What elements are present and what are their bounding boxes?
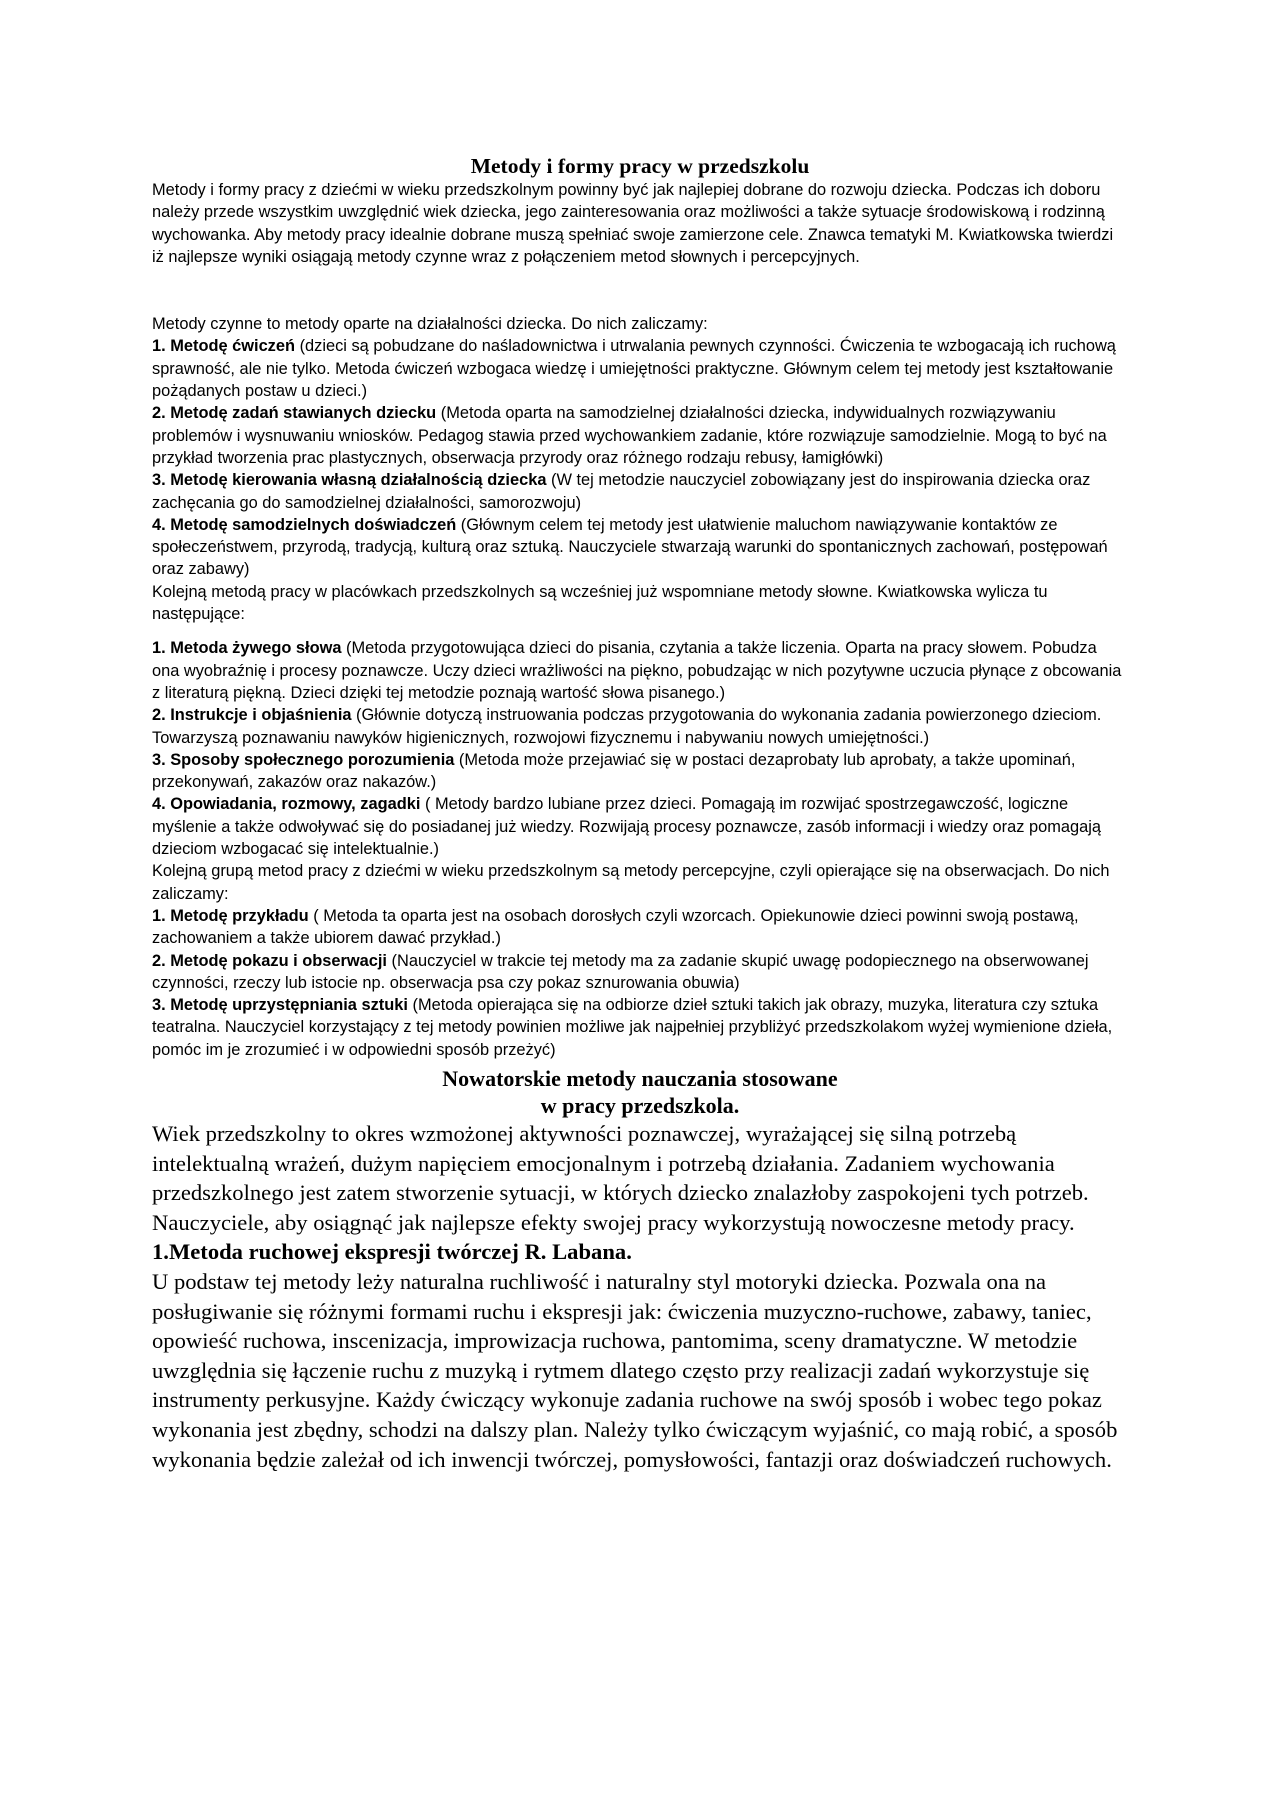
list-item-heading: 1. Metoda żywego słowa <box>152 639 342 658</box>
list-item <box>152 402 1128 469</box>
list-item-heading: 4. Opowiadania, rozmowy, zagadki <box>152 795 421 814</box>
section-title-line1: Nowatorskie metody nauczania stosowane <box>442 1065 838 1091</box>
section-paragraph: Wiek przedszkolny to okres wzmożonej aktywności poznawczej, wyrażającej się silną potrzebą intelektualną wrażeń, dużym napięciem emocjonalnym i potrzebą działania. Zadaniem wychowania przedszkolnego jest zatem stworzenie sytuacji, w których dziecko znalazłoby zaspokojeni tych potrzeb. Nauczyciele, aby osiągnąć jak najlepsze efekty swojej pracy wykorzystują nowoczesne metody pracy. <box>152 1120 1089 1235</box>
list-item <box>152 793 1128 860</box>
active-methods-lead: Metody czynne to metody oparte na działalności dziecka. Do nich zaliczamy: <box>152 315 708 334</box>
list-item-text: (Metoda przygotowująca dzieci do pisania, czytania a także liczenia. Oparta na pracy słowem. Pobudza ona wyobraźnię i procesy poznawcze. Uczy dzieci wrażliwości na piękno, pobudzając w nich pozytywne uczucia płynące z obcowania z literaturą piękną. Dzieci dzięki tej metodzie poznają wartość słowa pisanego.) <box>152 639 1122 702</box>
method-heading: 1.Metoda ruchowej ekspresji twórczej R. Labana. <box>152 1239 632 1265</box>
list-item <box>152 637 1128 704</box>
list-item-heading: 1. Metodę ćwiczeń <box>152 337 296 356</box>
list-item <box>152 994 1128 1061</box>
list-item-text: (Głównie dotyczą instruowania podczas przygotowania do wykonania zadania powierzonego dzieciom. Towarzyszą poznawaniu nawyków higienicznych, rozwojowi fizycznemu i nabywaniu nowych umiejętności.) <box>152 706 1102 747</box>
list-item-heading: 2. Metodę pokazu i obserwacji <box>152 951 387 970</box>
list-item-text: (Metoda opierająca się na odbiorze dzieł sztuki takich jak obrazy, muzyka, literatura czy sztuka teatralna. Nauczyciel korzystający z tej metody powinien możliwe jak najpełniej przybliżyć przedszkolakom wyżej wymienione dzieła, pomóc im je zrozumieć i w odpowiedni sposób przeżyć) <box>152 996 1113 1059</box>
spacer <box>152 268 1128 313</box>
list-item-text: (dzieci są pobudzane do naśladownictwa i utrwalania pewnych czynności. Ćwiczenia te wzbogacają ich ruchową sprawność, ale nie tylko. Metoda ćwiczeń wzbogaca wiedzę i umiejętności praktyczne. Głównym celem tej metody jest kształtowanie pożądanych postaw u dzieci.) <box>152 337 1116 401</box>
section-title <box>152 1065 1128 1119</box>
list-item-text: (Głównym celem tej metody jest ułatwienie maluchom nawiązywanie kontaktów ze społeczeństwem, przyrodą, tradycją, kulturą oraz sztuką. Nauczyciele stwarzają warunki do spontanicznych zachowań, postępowań oraz zabawy) <box>152 515 1108 579</box>
document-content <box>152 153 1128 1474</box>
list-item <box>152 905 1128 950</box>
list-item <box>152 950 1128 995</box>
method-paragraph: U podstaw tej metody leży naturalna ruchliwość i naturalny styl motoryki dziecka. Pozwala ona na posługiwanie się różnymi formami ruchu i ekspresji jak: ćwiczenia muzyczno-ruchowe, zabawy, taniec, opowieść ruchowa, inscenizacja, improwizacja ruchowa, pantomima, sceny dramatyczne. W metodzie uwzględnia się łączenie ruchu z muzyką i rytmem dlatego często przy realizacji zadań wykorzystuje się instrumenty perkusyjne. Każdy ćwiczący wykonuje zadania ruchowe na swój sposób i wobec tego pokaz wykonania jest zbędny, schodzi na dalszy plan. Należy tylko ćwiczącym wyjaśnić, co mają robić, a sposób wykonania będzie zależał od ich inwencji twórczej, pomysłowości, fantazji oraz doświadczeń ruchowych. <box>152 1268 1118 1472</box>
page-title: Metody i formy pracy w przedszkolu <box>470 154 810 178</box>
list-item-text: (W tej metodzie nauczyciel zobowiązany jest do inspirowania dziecka oraz zachęcania go do samodzielnej działalności, samorozwoju) <box>152 471 1091 512</box>
verbal-methods-lead: Kolejną metodą pracy w placówkach przedszkolnych są wcześniej już wspomniane metody słowne. Kwiatkowska wylicza tu następujące: <box>152 582 1048 624</box>
list-item-heading: 3. Metodę uprzystępniania sztuki <box>152 996 408 1015</box>
list-item-heading: 4. Metodę samodzielnych doświadczeń <box>152 515 457 534</box>
list-item <box>152 335 1128 402</box>
list-item <box>152 704 1128 749</box>
perceptual-methods-lead: Kolejną grupą metod pracy z dziećmi w wieku przedszkolnym są metody percepcyjne, czyli opierające się na obserwacjach. Do nich zaliczamy: <box>152 862 1110 903</box>
section-title-line2: w pracy przedszkola. <box>540 1092 740 1118</box>
list-item-text: (Metoda oparta na samodzielnej działalności dziecka, indywidualnych rozwiązywaniu problemów i wysnuwaniu wniosków. Pedagog stawia przed wychowankiem zadanie, które rozwiązuje samodzielnie. Mogą to być na przykład tworzenia prac plastycznych, obserwacja przyrody oraz różnego rodzaju rebusy, łamigłówki) <box>152 404 1107 467</box>
intro-paragraph: Metody i formy pracy z dziećmi w wieku przedszkolnym powinny być jak najlepiej dobrane do rozwoju dziecka. Podczas ich doboru należy przede wszystkim uwzględnić wiek dziecka, jego zainteresowania oraz możliwości a także sytuacje środowiskową i rodzinną wychowanka. Aby metody pracy idealnie dobrane muszą spełniać swoje zamierzone cele. Znawca tematyki M. Kwiatkowska twierdzi iż najlepsze wyniki osiągają metody czynne wraz z połączeniem metod słownych i percepcyjnych. <box>152 181 1114 266</box>
list-item-text: ( Metody bardzo lubiane przez dzieci. Pomagają im rozwijać spostrzegawczość, logiczne myślenie a także odwoływać się do posiadanej już wiedzy. Rozwijają procesy poznawcze, zasób informacji i wiedzy oraz pomagają dzieciom wzbogacać się intelektualnie.) <box>152 795 1101 859</box>
list-item <box>152 514 1128 581</box>
list-item-heading: 1. Metodę przykładu <box>152 906 309 925</box>
list-item <box>152 469 1128 514</box>
list-item <box>152 749 1128 794</box>
list-item-text: ( Metoda ta oparta jest na osobach dorosłych czyli wzorcach. Opiekunowie dzieci powinni swoją postawą, zachowaniem a także ubiorem dawać przykład.) <box>152 906 1079 948</box>
spacer <box>152 625 1128 637</box>
list-item-heading: 3. Sposoby społecznego porozumienia <box>152 750 455 769</box>
list-item-text: (Metoda może przejawiać się w postaci dezaprobaty lub aprobaty, a także upominań, przekonywań, zakazów oraz nakazów.) <box>152 750 1076 792</box>
list-item-heading: 3. Metodę kierowania własną działalnością dziecka <box>152 471 547 490</box>
list-item-heading: 2. Metodę zadań stawianych dziecku <box>152 404 437 423</box>
list-item-heading: 2. Instrukcje i objaśnienia <box>152 706 352 725</box>
list-item-text: (Nauczyciel w trakcie tej metody ma za zadanie skupić uwagę podopiecznego na obserwowanej czynności, rzeczy lub istocie np. obserwacja psa czy pokaz sznurowania obuwia) <box>152 951 1089 992</box>
